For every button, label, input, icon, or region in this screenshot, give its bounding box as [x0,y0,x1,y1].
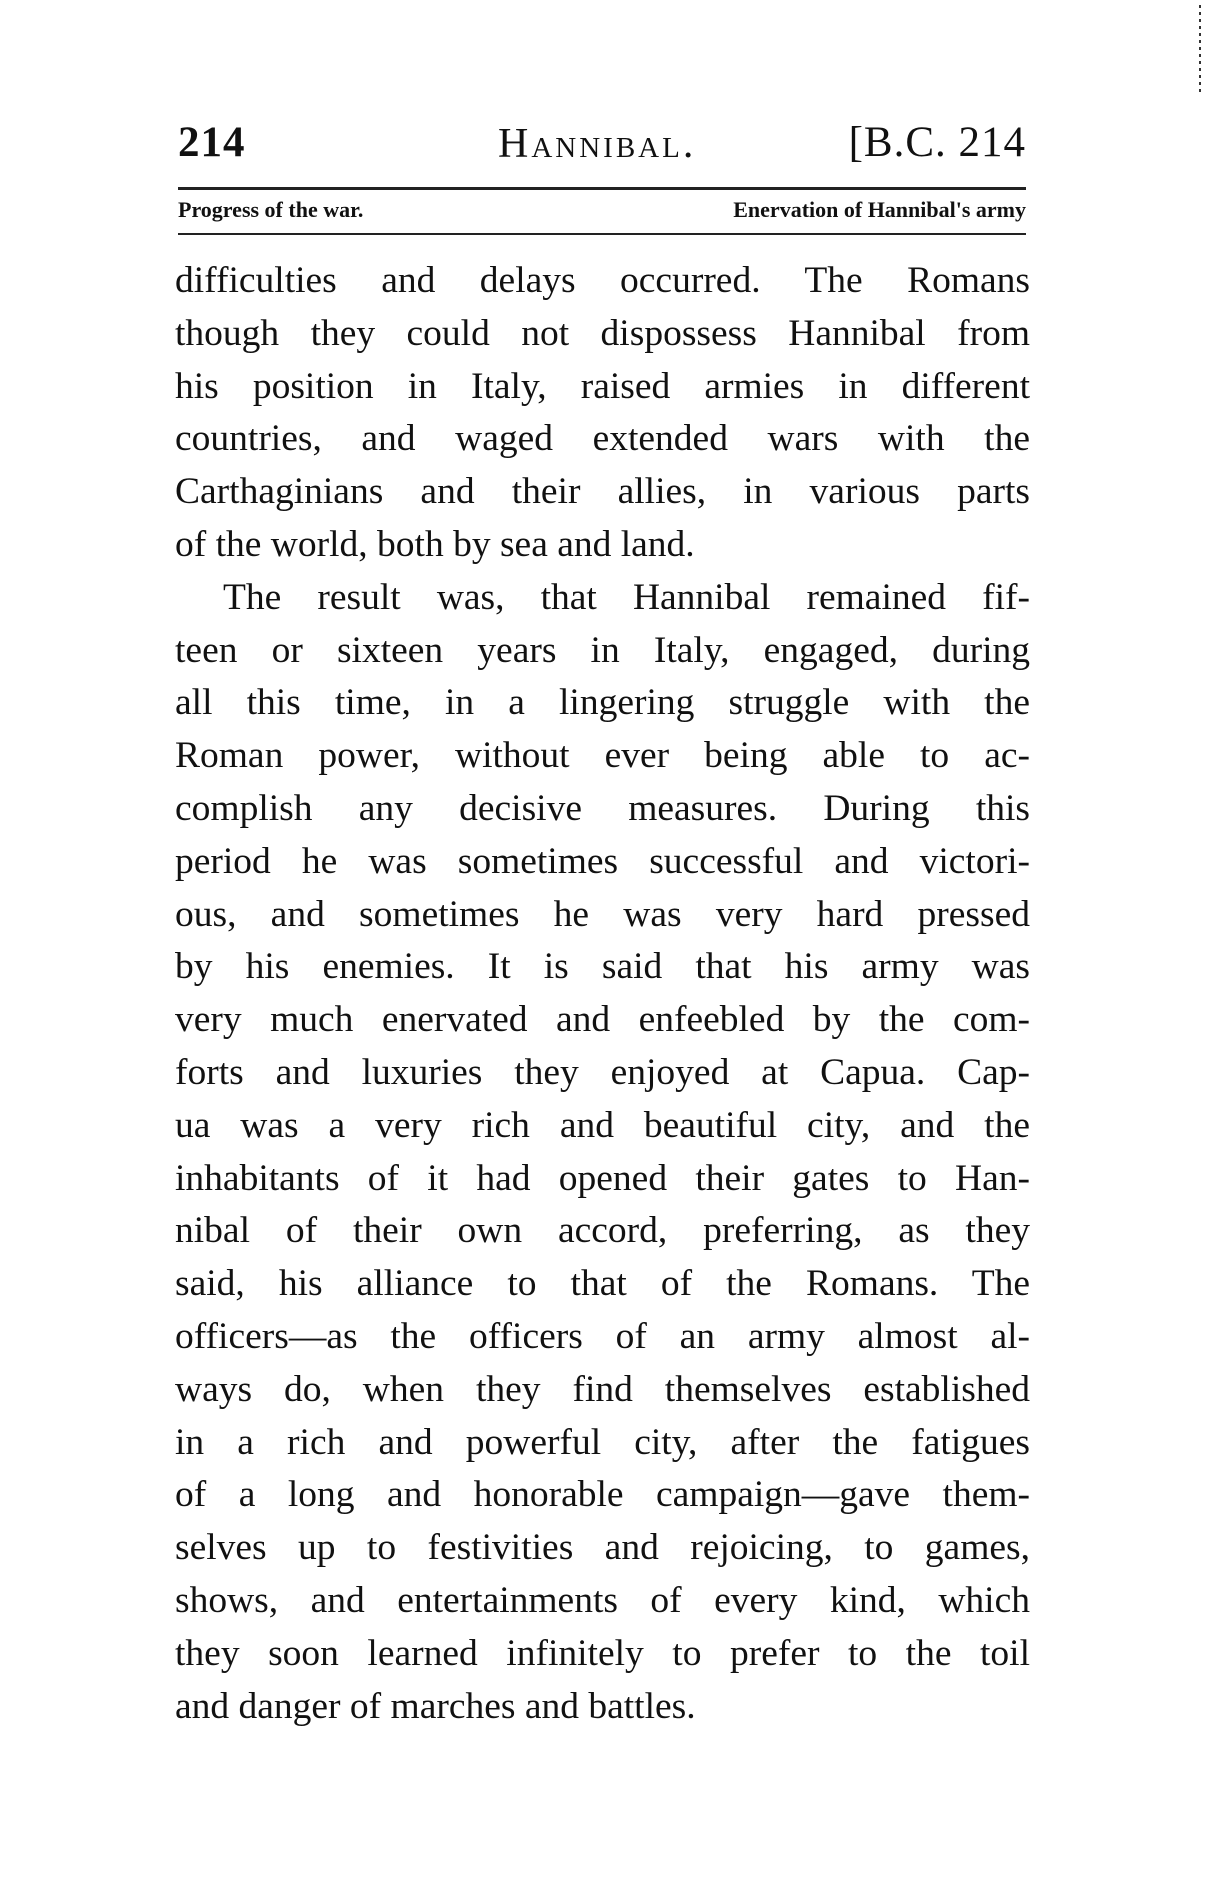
text-line: countries, and waged extended wars with the [175,418,1030,460]
text-line: teen or sixteen years in Italy, engaged, during [175,629,1030,671]
text-line: selves up to festivities and rejoicing, to games, [175,1527,1030,1569]
text-line: difficulties and delays occurred. The Romans [175,260,1030,301]
subheader [178,197,1026,227]
text-line: ways do, when they find themselves established [175,1368,1030,1410]
text-line: in a rich and powerful city, after the fatigues [175,1421,1030,1463]
body-text [175,255,1030,1733]
page-number: 214 [178,119,246,166]
text-line: though they could not dispossess Hannibal from [175,312,1030,354]
text-line: they soon learned infinitely to prefer to the toil [175,1632,1030,1674]
text-line: Carthaginians and their allies, in various parts [175,471,1030,513]
subheader-right: Enervation of Hannibal's army [733,197,1026,222]
text-line: complish any decisive measures. During this [175,787,1030,829]
text-line: nibal of their own accord, preferring, as they [175,1210,1030,1252]
paragraph-2 [175,572,1030,1734]
date-reference: [B.C. 214 [848,119,1026,166]
text-line: very much enervated and enfeebled by the com- [175,999,1030,1041]
subheader-left: Progress of the war. [178,197,364,222]
text-line: The result was, that Hannibal remained fif- [223,576,1030,618]
text-line: ous, and sometimes he was very hard pressed [175,893,1030,935]
text-line: inhabitants of it had opened their gates to Han- [175,1157,1030,1199]
page-header [178,118,1026,168]
scan-margin-mark [1195,0,1205,100]
text-line: all this time, in a lingering struggle with the [175,682,1030,724]
text-line: ua was a very rich and beautiful city, and the [175,1104,1030,1146]
text-line: of the world, both by sea and land. [175,523,695,565]
header-rule-top [178,187,1026,190]
text-line: his position in Italy, raised armies in different [175,365,1030,407]
text-line: and danger of marches and battles. [175,1685,696,1727]
text-line: said, his alliance to that of the Romans. The [175,1263,1030,1305]
text-line: period he was sometimes successful and victori- [175,840,1030,882]
text-line: by his enemies. It is said that his army was [175,946,1030,988]
running-title: Hannibal. [498,121,697,167]
text-line: Roman power, without ever being able to ac- [175,735,1030,777]
text-line: of a long and honorable campaign—gave them- [175,1474,1030,1516]
text-line: shows, and entertainments of every kind, which [175,1579,1030,1621]
text-line: officers—as the officers of an army almost al- [175,1315,1030,1357]
paragraph-1 [175,255,1030,572]
header-rule-bottom [178,233,1026,235]
text-line: forts and luxuries they enjoyed at Capua. Cap- [175,1051,1030,1093]
